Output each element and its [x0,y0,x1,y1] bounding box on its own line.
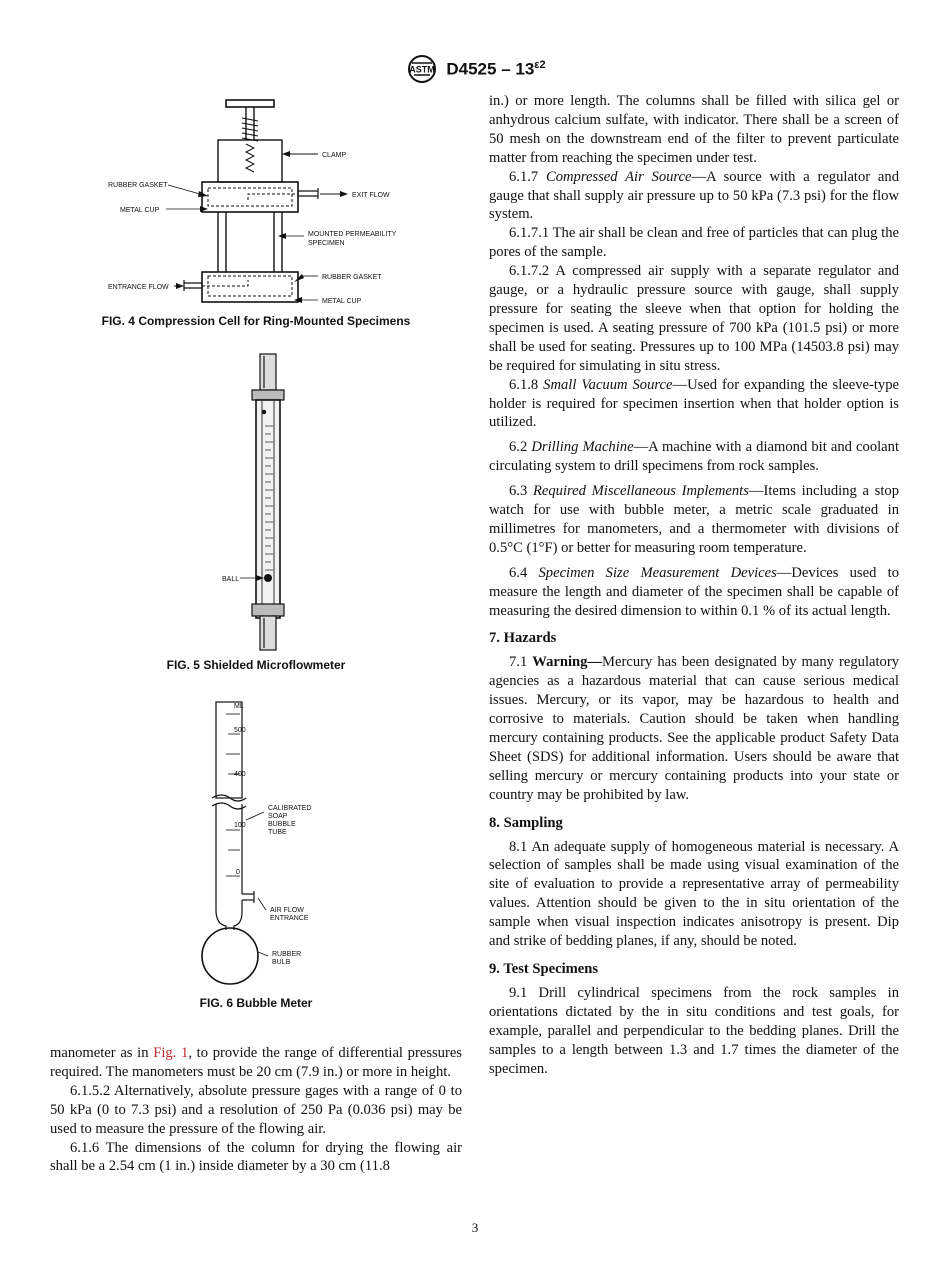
paragraph-6-1-5-2: 6.1.5.2 Alternatively, absolute pressure gages with a range of 0 to 50 kPa (0 to 7.3 psi) and a resolution of 250 Pa (0.036 psi) may be used to measure the pressure of the flowing air. [50,1082,462,1137]
label-calibrated-4: TUBE [268,829,287,836]
p63-num: 6.3 [509,483,533,500]
page-number: 3 [471,1220,479,1235]
label-rubber-bulb-1: RUBBER [272,951,302,958]
label-rubber-bulb-2: BULB [272,959,291,966]
paragraph-6-1-7 [489,168,899,225]
rubber-bulb-icon [202,928,258,984]
p62-body: —A machine with a diamond bit and coolant circulating system to drill specimens from rock samples. [489,439,899,475]
p64-body: —Devices used to measure the length and diameter of the specimen shall be capable of measuring the desired dimension to within 0.1 % of its actual length. [489,564,899,619]
p71-num: 7.1 [509,654,533,671]
label-ml: ML [234,703,244,710]
microflowmeter-diagram [50,352,462,652]
figure-4 [50,96,462,313]
right-column-text [489,92,899,1078]
label-rubber-gasket-bottom: RUBBER GASKET [322,274,382,281]
designation-text: D4525 – 13 [446,59,535,79]
p617-body: —A source with a regulator and gauge that shall supply air pressure up to 50 kPa (7.3 psi) for the flow system. [489,168,899,223]
paragraph-9-1: 9.1 Drill cylindrical specimens from the rock samples in orientations dictated by the in situ conditions and test goals, for example, parallel and perpendicular to the bedding planes. Drill the samples to a length between 1.3 and 1.7 times the diameter of the specimen. [489,984,899,1077]
left-column-text [50,1044,462,1176]
figure-4-caption: FIG. 4 Compression Cell for Ring-Mounted Specimens [101,314,411,328]
paragraph-6-1-7-1: 6.1.7.1 The air shall be clean and free of particles that can plug the pores of the sample. [489,225,899,261]
label-calibrated-2: SOAP [268,813,288,820]
heading-sampling: 8. Sampling [489,814,563,831]
label-air-flow-1: AIR FLOW [270,907,304,914]
p618-num: 6.1.8 [509,376,544,393]
paragraph-manometer-text-b: , to provide the range of differential pressures required. The manometers must be 20 cm (7.9 in.) or more in height. [50,1045,462,1080]
label-calibrated-1: CALIBRATED [268,805,312,812]
p62-num: 6.2 [509,439,532,456]
paragraph-8-1: 8.1 An adequate supply of homogeneous material is necessary. A selection of samples shall be made using visual examination of the site of evaluation to provide a representative array of permeability values. Attention should be given to the in situ orientation of the sample when visual inspection indicates anisotropy is present. Dip and strike of bedding planes, if any, should be noted. [489,838,899,950]
label-ball: BALL [222,576,240,583]
paragraph-6-1-8 [489,376,899,433]
label-metal-cup-top: METAL CUP [120,207,160,214]
label-rubber-gasket-top: RUBBER GASKET [108,182,168,189]
p617-term: Compressed Air Source [545,168,692,185]
p64-num: 6.4 [509,564,539,581]
figure-6 [50,700,462,997]
label-entrance-flow: ENTRANCE FLOW [108,284,169,291]
bubble-meter-diagram [50,700,462,992]
heading-test-specimens: 9. Test Specimens [489,960,599,977]
p63-body: —Items including a stop watch for use with bubble meter, a metric scale graduated in millimetres for manometers, and a thermometer with divisions of 0.5°C (1°F) or better for measuring room temperature. [489,483,899,556]
label-air-flow-2: ENTRANCE [270,915,309,922]
label-tick-500: 500 [234,727,246,734]
p617-num: 6.1.7 [509,168,546,185]
heading-hazards: 7. Hazards [489,630,557,647]
astm-logo-icon [404,54,440,84]
svg-text:ASTM: ASTM [409,64,436,75]
label-metal-cup-bottom: METAL CUP [322,298,362,305]
label-calibrated-3: BUBBLE [268,821,296,828]
paragraph-7-1 [489,653,899,804]
figure-5 [50,352,462,657]
label-clamp: CLAMP [322,152,347,159]
label-tick-400: 400 [234,771,246,778]
paragraph-6-3 [489,482,899,558]
p64-term: Specimen Size Measurement Devices [538,564,777,581]
ball-icon [264,574,272,582]
paragraph-6-2 [489,438,899,476]
label-mounted-1: MOUNTED PERMEABILITY [308,231,397,238]
paragraph-6-1-7-2: 6.1.7.2 A compressed air supply with a separate regulator and gauge, or a hydraulic pressure source with gauge, shall supply pressure for seating the sleeve when that option for holding the specimen is used. A seating pressure of 700 kPa (101.5 psi) or more shall be used for seating. Pressures up to 100 MPa (14503.8 psi) may be required for simulating in situ stress. [489,263,899,374]
paragraph-manometer-text-a: manometer as in [50,1045,154,1061]
label-tick-0: 0 [236,869,240,876]
p63-term: Required Miscellaneous Implements [532,483,749,500]
figure-1-link[interactable]: Fig. 1 [153,1045,189,1061]
figure-6-caption: FIG. 6 Bubble Meter [199,996,313,1010]
label-exit-flow: EXIT FLOW [352,192,390,199]
compression-cell-diagram [50,96,462,308]
p62-term: Drilling Machine [531,439,634,456]
page-header [0,52,950,86]
figure-5-caption: FIG. 5 Shielded Microflowmeter [166,658,346,672]
label-mounted-2: SPECIMEN [308,240,345,247]
p71-warning: Warning— [532,654,603,671]
paragraph-6-1-6: 6.1.6 The dimensions of the column for drying the flowing air shall be a 2.54 cm (1 in.) inside diameter by a 30 cm (11.8 [50,1139,462,1175]
paragraph-6-4 [489,564,899,621]
designation-superscript: ε2 [534,58,546,71]
label-tick-100: 100 [234,822,246,829]
designation [446,59,545,80]
p618-body: —Used for expanding the sleeve-type holder is required for specimen insertion when that holder option is utilized. [489,376,899,431]
paragraph-manometer [50,1044,462,1082]
p71-body: Mercury has been designated by many regulatory agencies as a hazardous material that can cause serious medical issues. Mercury, or its vapor, may be hazardous to health and corrosive to materials. Caution should be taken when handling mercury containing products. See the applicable product Safety Data Sheet (SDS) for additional information. Users should be aware that selling mercury or mercury containing products into your state or country may be prohibited by law. [489,654,899,803]
paragraph-continued: in.) or more length. The columns shall be filled with silica gel or anhydrous calcium sulfate, with indicator. There shall be a screen of 50 mesh on the downstream end of the filter to prevent particulate matter from reaching the specimen under test. [489,93,899,166]
p618-term: Small Vacuum Source [543,376,673,393]
